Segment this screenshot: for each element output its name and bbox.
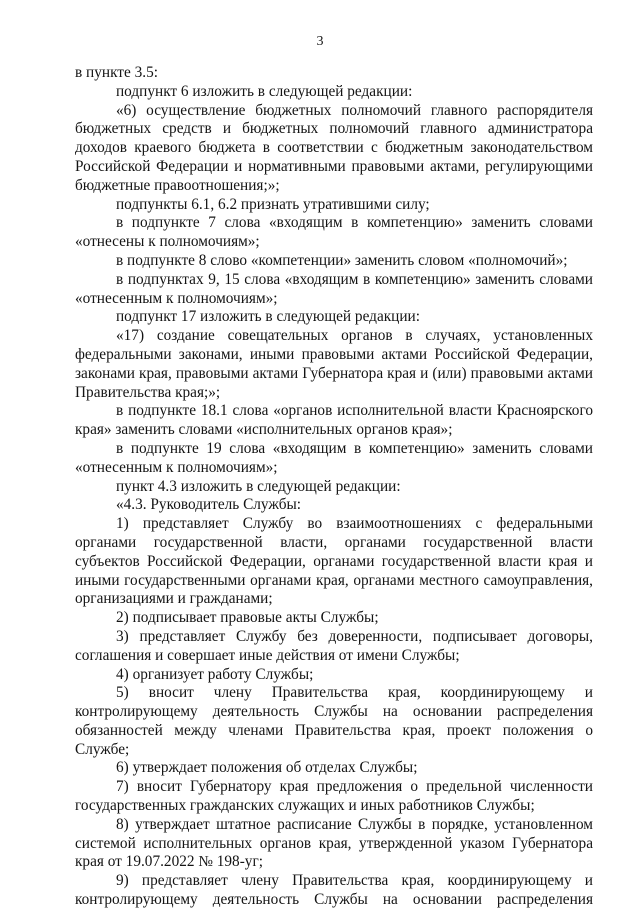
paragraph-subitem-17-text: «17) создание совещательных органов в случаях, установленных федеральными законами, иными правовыми актами Российской Федерации, законами края, правовыми актами Губернатора края и (или) правовыми актами Правительства края;»; <box>75 327 593 401</box>
paragraph-item-4-3-header: пункт 4.3 изложить в следующей редакции: <box>116 477 401 495</box>
paragraph-duty-3: 3) представляет Службу без доверенности, подписывает договоры, соглашения и совершает иные действия от имени Службы; <box>75 627 593 664</box>
document-body <box>75 64 593 910</box>
paragraph-subitems-6-1-6-2: подпункты 6.1, 6.2 признать утратившими силу; <box>116 195 430 213</box>
paragraph-subitem-18-1: в подпункте 18.1 слова «органов исполнительной власти Красноярского края» заменить словами «исполнительных органов края»; <box>75 402 593 439</box>
paragraph-subitem-19: в подпункте 19 слова «входящим в компетенцию» заменить словами «отнесенным к полномочиям»; <box>75 439 593 476</box>
paragraph-subitem-6-text: «6) осуществление бюджетных полномочий главного распорядителя бюджетных средств и бюджетных полномочий главного администратора доходов краевого бюджета в соответствии с бюджетным законодательством Российской Федерации и нормативными правовыми актами, регулирующими бюджетные правоотношения;»; <box>75 101 593 194</box>
paragraph-duty-4: 4) организует работу Службы; <box>116 665 314 683</box>
paragraph-subitem-6-header: подпункт 6 изложить в следующей редакции: <box>116 82 413 100</box>
paragraph-duty-5: 5) вносит члену Правительства края, координирующему и контролирующему деятельность Службы на основании распределения обязанностей между членами Правительства края, проект положения о Службе; <box>75 684 593 758</box>
paragraph-item-3-5: в пункте 3.5: <box>75 64 158 81</box>
paragraph-duty-8: 8) утверждает штатное расписание Службы в порядке, установленном системой исполнительных органов края, утвержденной указом Губернатора края от 19.07.2022 № 198-уг; <box>75 815 593 871</box>
page-number: 3 <box>316 34 324 49</box>
paragraph-duty-2: 2) подписывает правовые акты Службы; <box>116 609 379 627</box>
paragraph-duty-9: 9) представляет члену Правительства края, координирующему и контролирующему деятельность Службы на основании распределения <box>75 872 593 909</box>
paragraph-item-4-3-title: «4.3. Руководитель Службы: <box>116 496 302 514</box>
paragraph-duty-6: 6) утверждает положения об отделах Службы; <box>116 759 418 777</box>
paragraph-subitems-9-15: в подпунктах 9, 15 слова «входящим в компетенцию» заменить словами «отнесенным к полномочиям»; <box>75 270 593 307</box>
paragraph-subitem-7: в подпункте 7 слова «входящим в компетенцию» заменить словами «отнесены к полномочиям»; <box>75 214 593 251</box>
paragraph-subitem-17-header: подпункт 17 изложить в следующей редакции: <box>116 308 420 326</box>
paragraph-duty-7: 7) вносит Губернатору края предложения о предельной численности государственных гражданских служащих и иных работников Службы; <box>75 778 593 815</box>
paragraph-subitem-8: в подпункте 8 слово «компетенции» заменить словом «полномочий»; <box>116 251 568 269</box>
paragraph-duty-1: 1) представляет Службу во взаимоотношениях с федеральными органами государственной власти, органами государственной власти субъектов Российской Федерации, органами государственной власти края и иными государственными органами края, органами местного самоуправления, организациями и гражданами; <box>75 515 593 608</box>
